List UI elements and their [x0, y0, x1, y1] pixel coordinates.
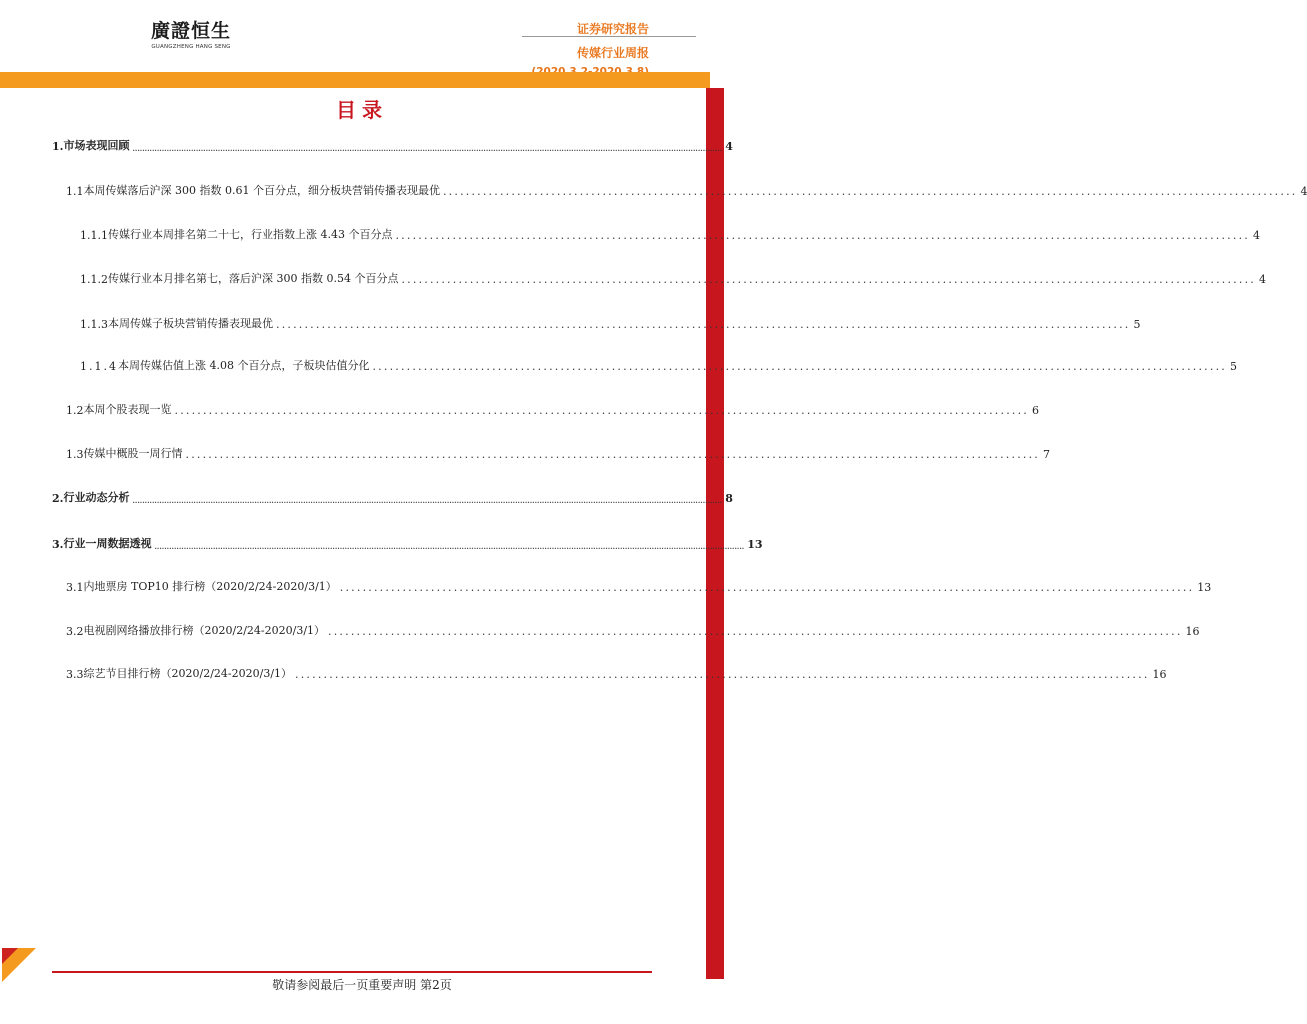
toc-entry-text: 内地票房 TOP10 排行榜（2020/2/24-2020/3/1） — [83, 580, 337, 593]
toc-entry-3-2[interactable] — [66, 620, 1200, 638]
toc-leader-dots: ...................................................................................................................................................... — [174, 404, 1029, 417]
company-logo — [146, 20, 236, 50]
toc-entry-3-3[interactable] — [66, 663, 1167, 681]
toc-entry-page: 7 — [1043, 448, 1050, 461]
toc-entry-text: 传媒行业本月排名第七，落后沪深 300 指数 0.54 个百分点 — [108, 272, 399, 285]
toc-entry-number: 1.1.2 — [80, 273, 108, 286]
toc-entry-text: 本周传媒估值上涨 4.08 个百分点，子板块估值分化 — [118, 359, 370, 372]
toc-entry-number: 1.2 — [66, 404, 84, 417]
toc-entry-text: 行业一周数据透视 — [63, 537, 152, 550]
toc-entry-text: 本周传媒落后沪深 300 指数 0.61 个百分点，细分板块营销传播表现最优 — [83, 184, 440, 197]
toc-entry-page: 4 — [1252, 229, 1260, 242]
toc-leader-dots: ...................................................................................................................................................... — [395, 229, 1250, 242]
toc-leader-dots: ...................................................................................................................................................... — [185, 448, 1040, 461]
toc-entry-page: 6 — [1032, 404, 1039, 417]
toc-entry-1-3[interactable] — [66, 443, 1050, 461]
toc-entry-page: 13 — [1197, 581, 1212, 594]
toc-entry-number: 1.3 — [66, 448, 84, 461]
toc-leader-dots: ...................................................................................................................................................... — [276, 318, 1131, 331]
toc-leader-dots: ...................................................................................................................................................... — [339, 581, 1195, 594]
header-orange-band — [0, 72, 710, 88]
toc-entry-3-1[interactable] — [66, 576, 1212, 594]
toc-leader-dots: .................................................................................................................................................................................................................................................. — [132, 496, 723, 505]
right-red-bar — [706, 88, 724, 979]
toc-leader-dots: .................................................................................................................................................................................................................................................. — [132, 144, 723, 153]
toc-entry-text: 本周传媒子板块营销传播表现最优 — [108, 317, 273, 330]
footer-red-corner — [2, 948, 18, 964]
toc-entry-page: 4 — [1258, 273, 1266, 286]
toc-entry-page: 13 — [747, 538, 763, 551]
toc-entry-text: 传媒行业本周排名第二十七，行业指数上涨 4.43 个百分点 — [108, 228, 393, 241]
toc-entry-1-1-2[interactable] — [80, 268, 1266, 286]
footer-disclaimer: 敬请参阅最后一页重要声明 第2页 — [272, 978, 452, 992]
footer-divider — [52, 971, 652, 973]
toc-entry-page: 5 — [1229, 360, 1237, 373]
toc-leader-dots: .................................................................................................................................................................................................................................................. — [154, 542, 745, 551]
logo-english-name: GUANGZHENG HANG SENG — [151, 44, 231, 50]
toc-entry-text: 本周个股表现一览 — [83, 403, 172, 416]
toc-entry-1[interactable] — [52, 135, 733, 153]
toc-entry-number: 1.1.1 — [80, 229, 108, 242]
toc-title: 目录 — [336, 98, 388, 122]
toc-entry-page: 4 — [725, 140, 733, 153]
header-divider — [522, 36, 696, 37]
toc-entry-page: 16 — [1185, 625, 1200, 638]
toc-entry-2[interactable] — [52, 487, 733, 505]
toc-leader-dots: ...................................................................................................................................................... — [372, 360, 1227, 373]
toc-entry-number: 2. — [52, 492, 64, 505]
toc-entry-number: 3.2 — [66, 625, 84, 638]
toc-entry-page: 5 — [1133, 318, 1141, 331]
toc-entry-page: 8 — [725, 492, 733, 505]
toc-leader-dots: ...................................................................................................................................................... — [328, 625, 1183, 638]
toc-entry-text: 综艺节目排行榜（2020/2/24-2020/3/1） — [83, 667, 293, 680]
toc-entry-text: 行业动态分析 — [63, 491, 130, 504]
toc-entry-1-1[interactable] — [66, 180, 1307, 198]
toc-entry-1-1-1[interactable] — [80, 224, 1260, 242]
toc-entry-number: 1.1 — [66, 185, 84, 198]
toc-entry-number: 1. — [52, 140, 64, 153]
toc-entry-number: 1.1.3 — [80, 318, 108, 331]
toc-entry-page: 16 — [1152, 668, 1167, 681]
toc-entry-1-2[interactable] — [66, 399, 1039, 417]
toc-entry-number: 3.1 — [66, 581, 84, 594]
toc-entry-text: 传媒中概股一周行情 — [83, 447, 183, 460]
toc-entry-text: 市场表现回顾 — [63, 139, 130, 152]
toc-leader-dots: ...................................................................................................................................................... — [442, 185, 1298, 198]
toc-entry-3[interactable] — [52, 533, 763, 551]
toc-entry-number: 3.3 — [66, 668, 84, 681]
toc-entry-text: 电视剧网络播放排行榜（2020/2/24-2020/3/1） — [83, 624, 326, 637]
toc-entry-1-1-4[interactable] — [80, 355, 1237, 373]
toc-leader-dots: ...................................................................................................................................................... — [295, 668, 1150, 681]
logo-chinese-name: 廣證恒生 — [150, 20, 231, 42]
toc-entry-1-1-3[interactable] — [80, 313, 1141, 331]
toc-entry-number: 3. — [52, 538, 64, 551]
toc-entry-number: 1.1.4 — [80, 360, 118, 373]
toc-leader-dots: ...................................................................................................................................................... — [401, 273, 1256, 286]
toc-entry-page: 4 — [1300, 185, 1307, 198]
report-type: 证券研究报告 — [576, 22, 649, 36]
report-name: 传媒行业周报 — [576, 46, 649, 60]
